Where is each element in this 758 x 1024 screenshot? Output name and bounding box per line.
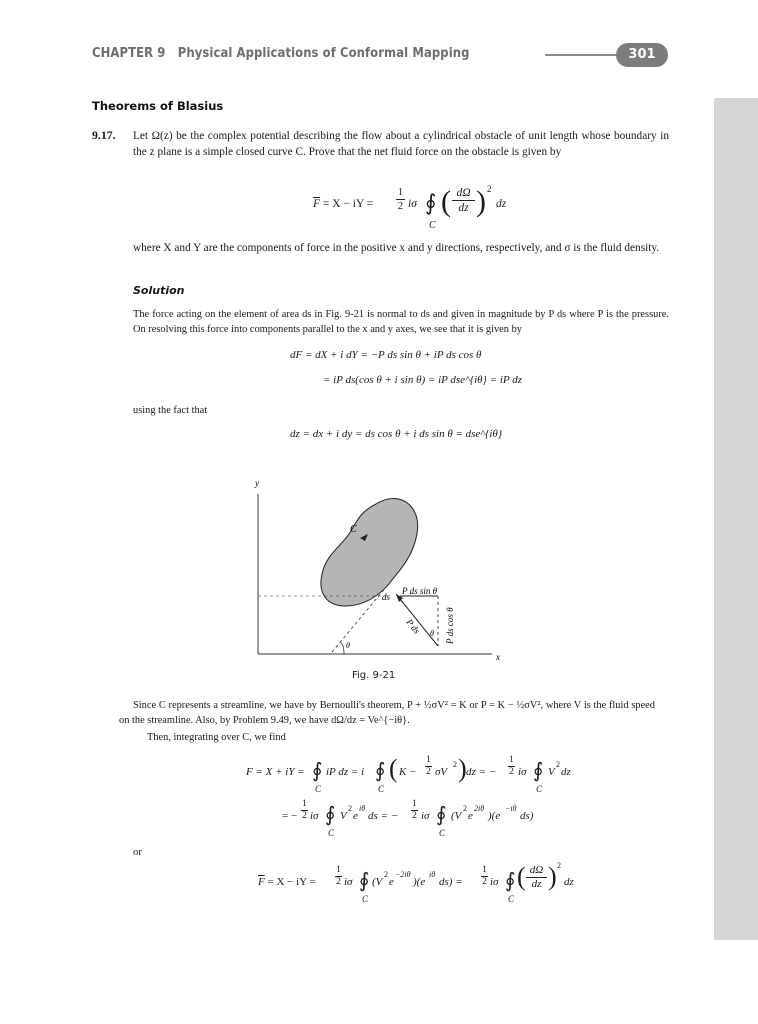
eqF-half2-den: 2 [509,767,514,777]
figure-9-21 [240,476,510,666]
eq4-int2: ∮ [436,804,447,826]
eqF-int2: ∮ [375,760,386,782]
eqF-half-num: 1 [426,755,431,765]
eq5-dz: dz [564,876,574,888]
eq5-half2-den: 2 [482,877,487,887]
eq5-itheta: iθ [429,870,436,879]
eq5-e: e [389,876,394,888]
eq4-end: ds) [520,810,534,822]
eq4-ds: ds = − [368,810,399,822]
eq4-sq: 2 [348,804,352,813]
eq4-isigma2: iσ [421,810,430,822]
chapter-label: CHAPTER 9 [92,45,166,61]
side-margin-bar [714,98,758,940]
frac-den: 2 [397,201,404,212]
theta-base-label: θ [346,641,350,650]
eq-dz-text: dz = dx + i dy = ds cos θ + i ds sin θ = dse^{iθ} [290,428,503,440]
eq5-half2-num: 1 [482,865,487,875]
eq4-int1: ∮ [325,804,336,826]
eq5-sq2: 2 [557,861,561,870]
eqF-K: K − [399,766,417,778]
eq5-lp: ( [517,862,526,891]
figure-caption: Fig. 9-21 [352,670,396,681]
eq4-start: = − [282,810,298,822]
eq4-e2: e [468,810,473,822]
eq-force-1-text: dF = dX + i dY = −P ds sin θ + iP ds cos θ [290,349,482,361]
eq5-isigma2: iσ [490,876,499,888]
eq4-e: e [353,810,358,822]
curve-label: C [350,524,357,535]
eqF-start: F = X + iY = [246,766,305,778]
right-paren: ) [476,185,486,218]
eq4-isigma: iσ [310,810,319,822]
chapter-title: Physical Applications of Conformal Mapping [177,45,470,61]
eqF-half2 [508,755,515,778]
frac-half [396,186,405,213]
running-header [92,45,470,61]
eq5-isigma: iσ [344,876,353,888]
where-text: where X and Y are the components of force in the positive x and y directions, respectively, and σ is the fluid density. [133,242,660,254]
equation-force-line2 [323,374,522,386]
eqF-sigmaV: σV [435,766,448,778]
eq4-half2 [411,799,418,822]
equation-force-integral-2 [282,800,582,840]
force-sin-label: P ds sin θ [402,586,438,596]
eq4-half-num: 1 [302,799,307,809]
equation-force-line1 [290,349,481,361]
equation-force-integral [246,756,576,796]
eq4-2itheta: 2iθ [474,804,485,813]
eq5-half-num: 1 [336,865,341,875]
eq5-c2: C [508,894,515,904]
eq5-dOmega: dΩ [526,864,547,878]
i-sigma: iσ [408,198,417,210]
eq5-paren: (V [372,876,383,888]
section-title: Theorems of Blasius [92,99,224,113]
eq4-paren: (V [451,810,462,822]
eqF-c2: C [378,784,385,794]
problem-number: 9.17. [92,128,116,142]
frac-num: 1 [397,187,404,198]
eq5-rest: = X − iY = [264,876,316,888]
eq5-int2: ∮ [505,870,516,892]
ds-label: ds [382,592,391,602]
eq4-c1: C [328,828,335,838]
left-paren: ( [441,185,451,218]
eq4-half [301,799,308,822]
eq4-half-den: 2 [302,811,307,821]
f-bar: $\overline{F}$ [313,198,321,210]
eq5-mid: )(e [413,876,426,888]
blasius-formula [313,186,513,236]
force-vector [396,594,438,646]
eqF-sq1: 2 [453,760,457,769]
eq5-half2 [481,865,488,888]
eq5-int1: ∮ [359,870,370,892]
solution-paragraph-2: Since C represents a streamline, we have by Bernoulli's theorem, P + ½σV² = K or P = K − ½σV², where V is the fluid speed on the streamline. Also, by Problem 9.49, we have dΩ/dz = Ve^{−iθ}. [119,700,655,726]
dz-trailing: dz [496,198,507,210]
theta-base-arc [340,642,344,654]
eq5-sq: 2 [384,870,388,879]
problem-statement: Let Ω(z) be the complex potential describing the flow about a cylindrical obstacle of unit length whose boundary in the z plane is a simple closed curve C. Prove that the net fluid force on the obstacle is given by [133,130,669,158]
page-number-badge: 301 [616,43,668,67]
eqF-c1: C [315,784,322,794]
frac-domega-dz [452,186,475,216]
eq4-half2-num: 1 [412,799,417,809]
eqF-dz2: dz [561,766,571,778]
theta-inner-label: θ [430,629,434,638]
eq4-minus-itheta: −iθ [505,804,517,813]
eqF-half2-num: 1 [509,755,514,765]
eqF-half [425,755,432,778]
eqF-int3: ∮ [533,760,544,782]
solution-paragraph-3: Then, integrating over C, we find [147,732,286,743]
header-rule [545,54,625,56]
eqF-rp: ) [458,754,467,783]
eq4-close: )(e [488,810,501,822]
solution-heading: Solution [133,284,185,297]
eq5-dz-den: dz [531,878,542,890]
contour-label: C [429,220,436,231]
eq5-half-den: 2 [336,877,341,887]
y-axis-label: y [255,478,259,488]
or-text: or [133,847,142,858]
eq5-c1: C [362,894,369,904]
eqF-half-den: 2 [426,767,431,777]
eq4-c2: C [439,828,446,838]
eq5-Fbar: $\overline{F}$ [258,876,265,888]
contour-integral: ∮ [425,190,437,215]
eqF-int1: ∮ [312,760,323,782]
squared: 2 [487,184,492,194]
eqF-iPdz: iP dz = i [326,766,365,778]
eq5-rp: ) [548,862,557,891]
solution-paragraph-1: The force acting on the element of area ds in Fig. 9-21 is normal to ds and given in magnitude by P ds where P is the pressure. On resolving this force into components parallel to the x and y axes, we see that it is given by [133,309,669,335]
equation-final [258,861,574,912]
eq4-itheta: iθ [359,804,366,813]
eq4-V: V [340,810,347,822]
eq4-sq2: 2 [463,804,467,813]
eq-force-2-text: = iP ds(cos θ + i sin θ) = iP dse^{iθ} = iP dz [323,374,522,386]
dz-den: dz [458,202,469,214]
eqF-dz: dz = − [466,766,497,778]
eq5-m2itheta: −2iθ [395,870,411,879]
eq5-half [335,865,342,888]
eqF-c3: C [536,784,543,794]
x-axis-label: x [496,652,500,662]
eqF-sq2: 2 [556,760,560,769]
eq5-end: ds) = [439,876,463,888]
force-label: P ds [404,617,422,636]
eqF-isigma: iσ [518,766,527,778]
force-cos-label: P ds cos θ [445,607,455,644]
equation-dz [290,428,502,440]
using-fact-text: using the fact that [133,405,208,416]
dOmega-num: dΩ [452,186,475,201]
eqF-lp: ( [389,754,398,783]
eq4-half2-den: 2 [412,811,417,821]
eq5-frac [526,864,547,891]
eqF-V: V [548,766,555,778]
f-bar-rest: = X − iY = [320,198,374,210]
